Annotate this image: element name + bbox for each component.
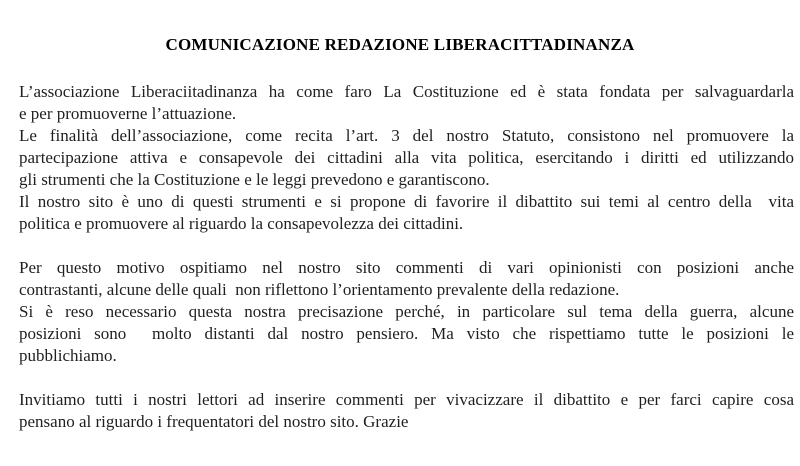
paragraph-association-purpose bbox=[19, 81, 794, 125]
text-line: partecipazione attiva e consapevole dei cittadini alla vita politica, esercitando i diritti ed utilizzando bbox=[19, 148, 794, 167]
text-line: Le finalità dell’associazione, come recita l’art. 3 del nostro Statuto, consistono nel promuovere la bbox=[19, 126, 794, 145]
text-line: Invitiamo tutti i nostri lettori ad inserire commenti per vivacizzare il dibattito e per farci capire cosa bbox=[19, 390, 794, 409]
text-line: Il nostro sito è uno di questi strumenti e si propone di favorire il dibattito sui temi al centro della vita bbox=[19, 192, 794, 211]
paragraph-site-purpose bbox=[19, 191, 794, 235]
document-title: COMUNICAZIONE REDAZIONE LIBERACITTADINANZA bbox=[165, 35, 635, 54]
document-body bbox=[0, 81, 800, 433]
text-line: posizioni sono molto distanti dal nostro pensiero. Ma visto che rispettiamo tutte le posizioni le bbox=[19, 324, 794, 343]
paragraph-invitation bbox=[19, 389, 794, 433]
text-line: Per questo motivo ospitiamo nel nostro sito commenti di vari opinionisti con posizioni anche bbox=[19, 258, 794, 277]
text-line: contrastanti, alcune delle quali non riflettono l’orientamento prevalente della redazione. bbox=[19, 280, 620, 299]
text-line: gli strumenti che la Costituzione e le leggi prevedono e garantiscono. bbox=[19, 170, 490, 189]
text-line: e per promuoverne l’attuazione. bbox=[19, 104, 237, 123]
text-line: politica e promuovere al riguardo la consapevolezza dei cittadini. bbox=[19, 214, 464, 233]
text-line: Si è reso necessario questa nostra precisazione perché, in particolare sul tema della guerra, alcune bbox=[19, 302, 794, 321]
text-line: pensano al riguardo i frequentatori del nostro sito. Grazie bbox=[19, 412, 409, 431]
paragraph-opinions bbox=[19, 257, 794, 301]
text-line: L’associazione Liberaciitadinanza ha come faro La Costituzione ed è stata fondata per salvaguardarla bbox=[19, 82, 794, 101]
text-line: pubblichiamo. bbox=[19, 346, 117, 365]
paragraph-statute-goals bbox=[19, 125, 794, 191]
paragraph-clarification bbox=[19, 301, 794, 367]
